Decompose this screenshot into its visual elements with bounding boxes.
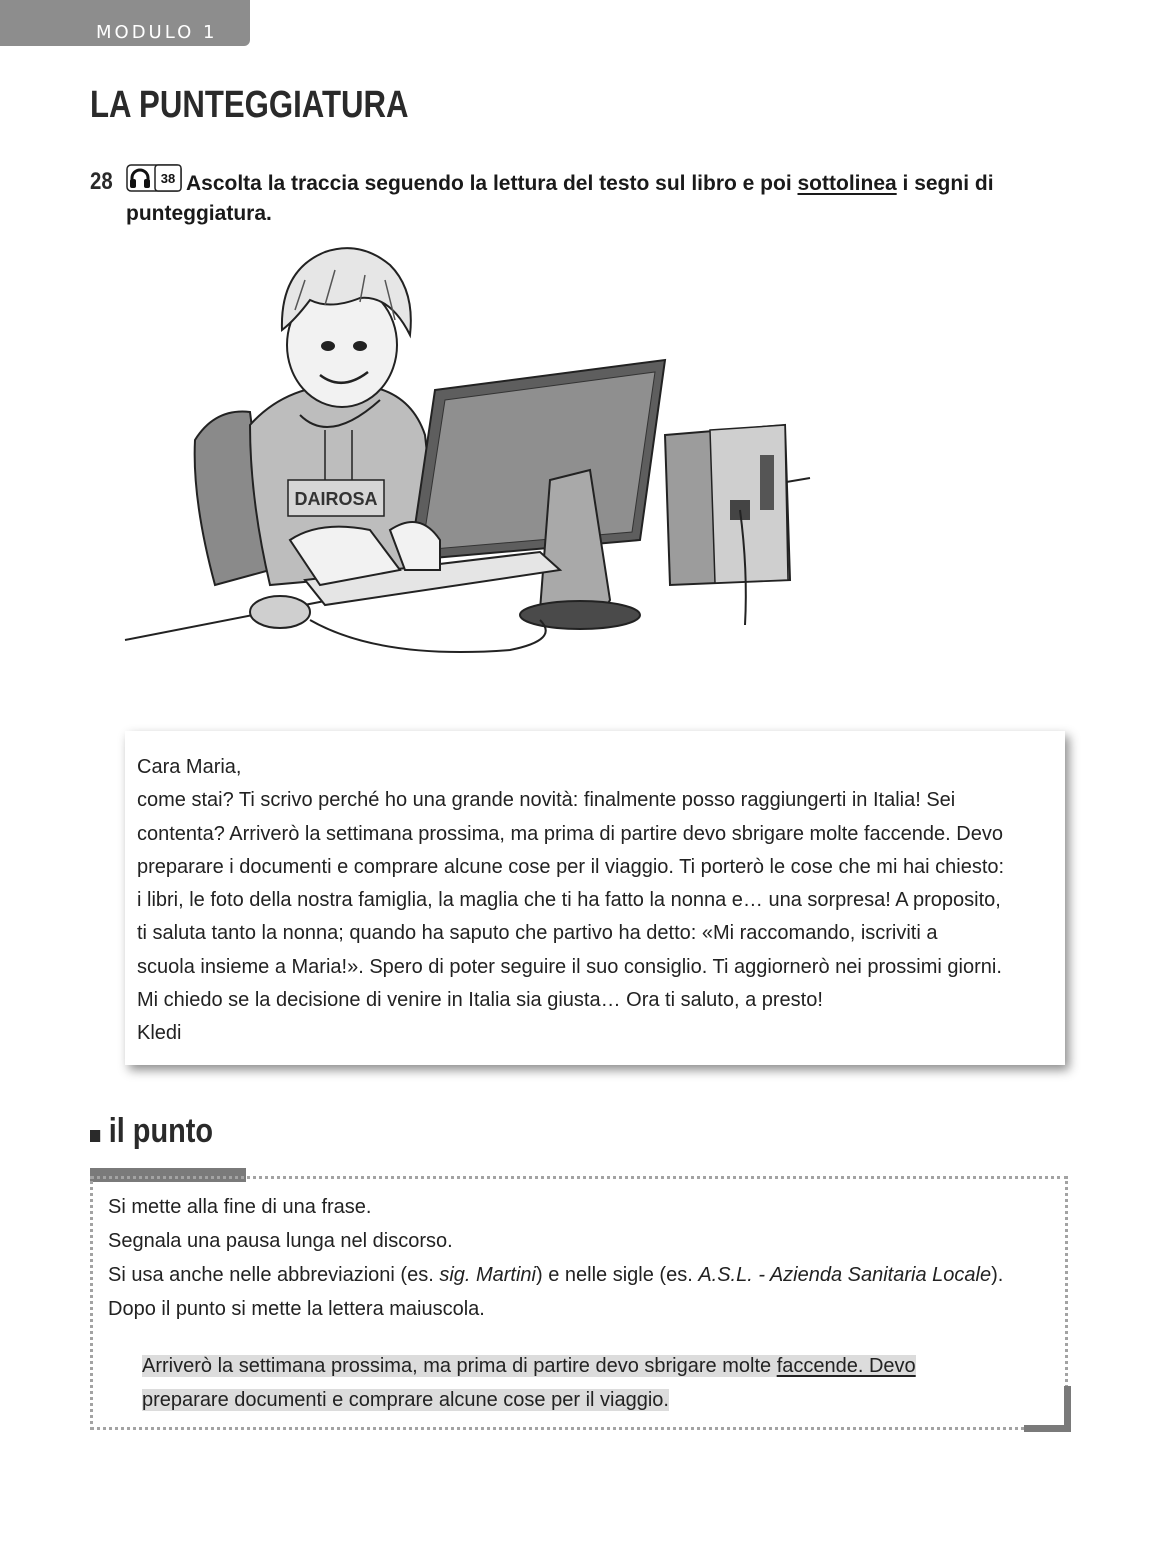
rule-item: Segnala una pausa lunga nel discorso. — [108, 1230, 453, 1252]
instruction-text: Ascolta la traccia seguendo la lettura del testo sul libro e poi — [186, 172, 798, 195]
letter-line: Mi chiedo se la decisione di venire in Italia sia giusta… Ora ti saluto, a presto! — [137, 989, 823, 1012]
example-sentence — [142, 1349, 972, 1417]
rule-text: ) e nelle sigle (es. — [536, 1264, 699, 1286]
exercise-instruction — [126, 169, 1046, 229]
instruction-underlined: sottolinea — [797, 172, 897, 195]
letter-line: i libri, le foto della nostra famiglia, la maglia che ti ha fatto la nonna e… una sorpresa! A proposito, — [137, 889, 1001, 912]
letter-signature: Kledi — [137, 1022, 182, 1045]
rule-example-italic: sig. Martini — [439, 1264, 537, 1286]
page-title: LA PUNTEGGIATURA — [90, 84, 409, 126]
sweatshirt-text: DAIROSA — [294, 489, 378, 509]
boy-at-computer-illustration — [120, 240, 820, 680]
exercise-number: 28 — [90, 168, 113, 195]
rule-box-corner — [1024, 1425, 1071, 1432]
letter-line: contenta? Arriverò la settimana prossima, ma prima di partire devo sbrigare molte faccende. Devo — [137, 822, 1003, 845]
module-label: MODULO 1 — [96, 22, 218, 43]
square-bullet-icon — [90, 1130, 100, 1142]
track-number: 38 — [160, 171, 176, 186]
rule-example-italic: A.S.L. - Azienda Sanitaria Locale — [698, 1264, 992, 1286]
example-highlight — [142, 1355, 916, 1377]
example-text: preparare documenti e comprare alcune cose per il viaggio. — [142, 1389, 669, 1411]
rule-item: Dopo il punto si mette la lettera maiuscola. — [108, 1298, 485, 1320]
section-title-text: il punto — [108, 1112, 214, 1150]
letter-line: ti saluta tanto la nonna; quando ha saputo che partivo ha detto: «Mi raccomando, iscriviti a — [137, 922, 938, 945]
letter-text — [137, 751, 1057, 1051]
letter-text-box — [125, 731, 1065, 1065]
letter-line: preparare i documenti e comprare alcune cose per il viaggio. Ti porterò le cose che mi hai chiesto: — [137, 855, 1005, 878]
rule-text: Si usa anche nelle abbreviazioni (es. — [108, 1264, 440, 1286]
rule-item — [108, 1258, 1003, 1292]
rules-list — [108, 1190, 1003, 1326]
module-tab — [0, 0, 250, 46]
section-title — [90, 1112, 213, 1151]
letter-line: scuola insieme a Maria!». Spero di poter seguire il suo consiglio. Ti aggiornerò nei prossimi giorni. — [137, 955, 1002, 978]
rule-text: ). — [991, 1264, 1004, 1286]
example-text: Arriverò la settimana prossima, ma prima di partire devo sbrigare molte — [142, 1355, 777, 1377]
instruction-text-end: i segni di punteggiatura. — [126, 172, 994, 225]
letter-line: come stai? Ti scrivo perché ho una grande novità: finalmente posso raggiungerti in Italia! Sei — [137, 789, 956, 812]
rule-item: Si mette alla fine di una frase. — [108, 1196, 372, 1218]
example-underlined: faccende. Devo — [776, 1355, 916, 1377]
letter-line: Cara Maria, — [137, 756, 242, 778]
